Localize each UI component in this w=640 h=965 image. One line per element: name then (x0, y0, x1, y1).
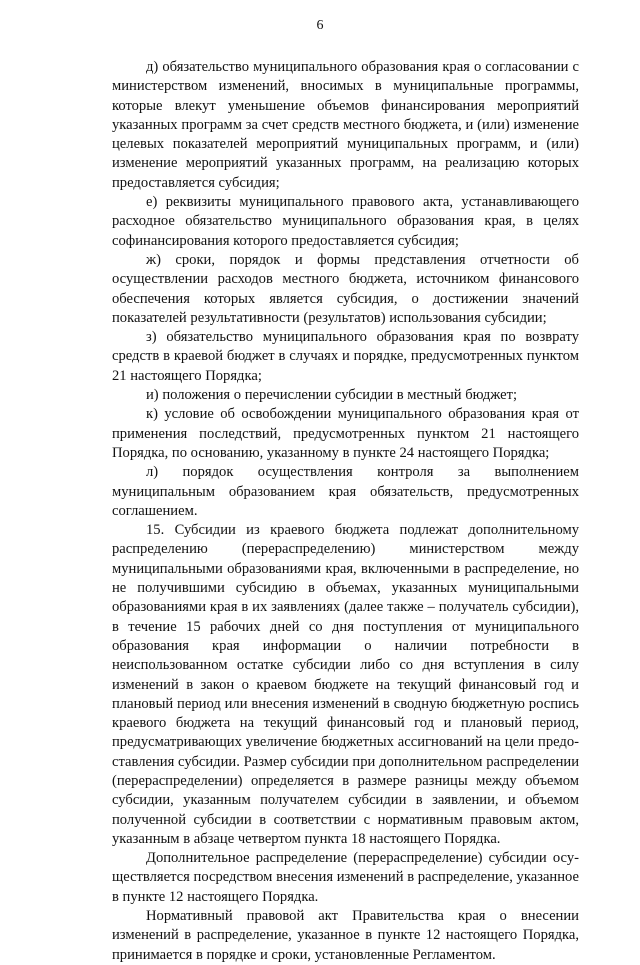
paragraph-item-d: д) обязательство муниципального образования края о согласовании с министерством изменений, вносимых в муниципальные программы, которые влекут уменьшение объемов финансирования мероприятий указанных программ за счет средств местного бюджета, и (или) изменение целевых показателей мероприятий муниципальных программ, и (или) изменение мероприятий указанных программ, на реализацию которых предоставляется субсидия; (112, 59, 579, 191)
paragraph-item-z: з) обязательство муниципального образования края по возврату средств в краевой бюджет в случаях и порядке, предусмотренных пунктом 21 настоящего Порядка; (112, 329, 579, 384)
paragraph-item-l: л) порядок осуществления контроля за выполнением муниципальным образованием края обязательств, предусмотренных соглашением. (112, 464, 579, 519)
body-text (112, 58, 579, 965)
paragraph-normative-act: Нормативный правовой акт Правительства края о внесении изменений в распределение, указанное в пункте 12 настоящего Порядка, принимается в порядке и сроки, установленные Регламентом. (112, 908, 579, 963)
paragraph-item-i: и) положения о перечислении субсидии в местный бюджет; (146, 387, 518, 404)
paragraph-redistribution: Дополнительное распределение (перераспределение) субсидии осуществляется посредством внесения изменений в распределение, указанное в пункте 12 настоящего Порядка. (112, 850, 579, 905)
paragraph-clause-15: 15. Субсидии из краевого бюджета подлежат дополнительному распределению (перераспределению) министерством между муниципальными образованиями края, включенными в распределение, но не получившими субсидию в объемах, указанных муниципальными образованиями края в их заявлениях (далее также – получатель субсидии), в течение 15 рабочих дней со дня поступления от муниципального образования края информации о наличии потребности в неиспользованном остатке субсидии либо со дня вступления в силу изменений в закон о краевом бюджете на текущий финансовый год и плановый период или внесения изменений в сводную бюджетную роспись краевого бюджета на текущий финансовый год и плановый период, предусматривающих увеличение бюджетных ассигнований на цели предоставления субсидии. Размер субсидии при дополнительном распределении (перераспределении) определяется в размере разницы между объемом субсидии, указанным получателем субсидии в заявлении, и объемом полученной субсидии в соответствии с нормативным правовым актом, указанным в абзаце четвертом пункта 18 настоящего Порядка. (112, 522, 579, 847)
page-number: 6 (316, 18, 324, 33)
paragraph-item-zh: ж) сроки, порядок и формы представления отчетности об осуществлении расходов местного бюджета, источником финансового обеспечения которых является субсидия, о достижении значений показателей результативности (результатов) использования субсидии; (112, 251, 579, 326)
paragraph-item-k: к) условие об освобождении муниципального образования края от применения последствий, предусмотренных пунктом 21 настоящего Порядка, по основанию, указанному в пункте 24 настоящего Порядка; (112, 406, 579, 461)
paragraph-item-e: е) реквизиты муниципального правового акта, устанавливающего расходное обязательство муниципального образования края, в целях софинансирования которого предоставляется субсидия; (112, 194, 579, 249)
